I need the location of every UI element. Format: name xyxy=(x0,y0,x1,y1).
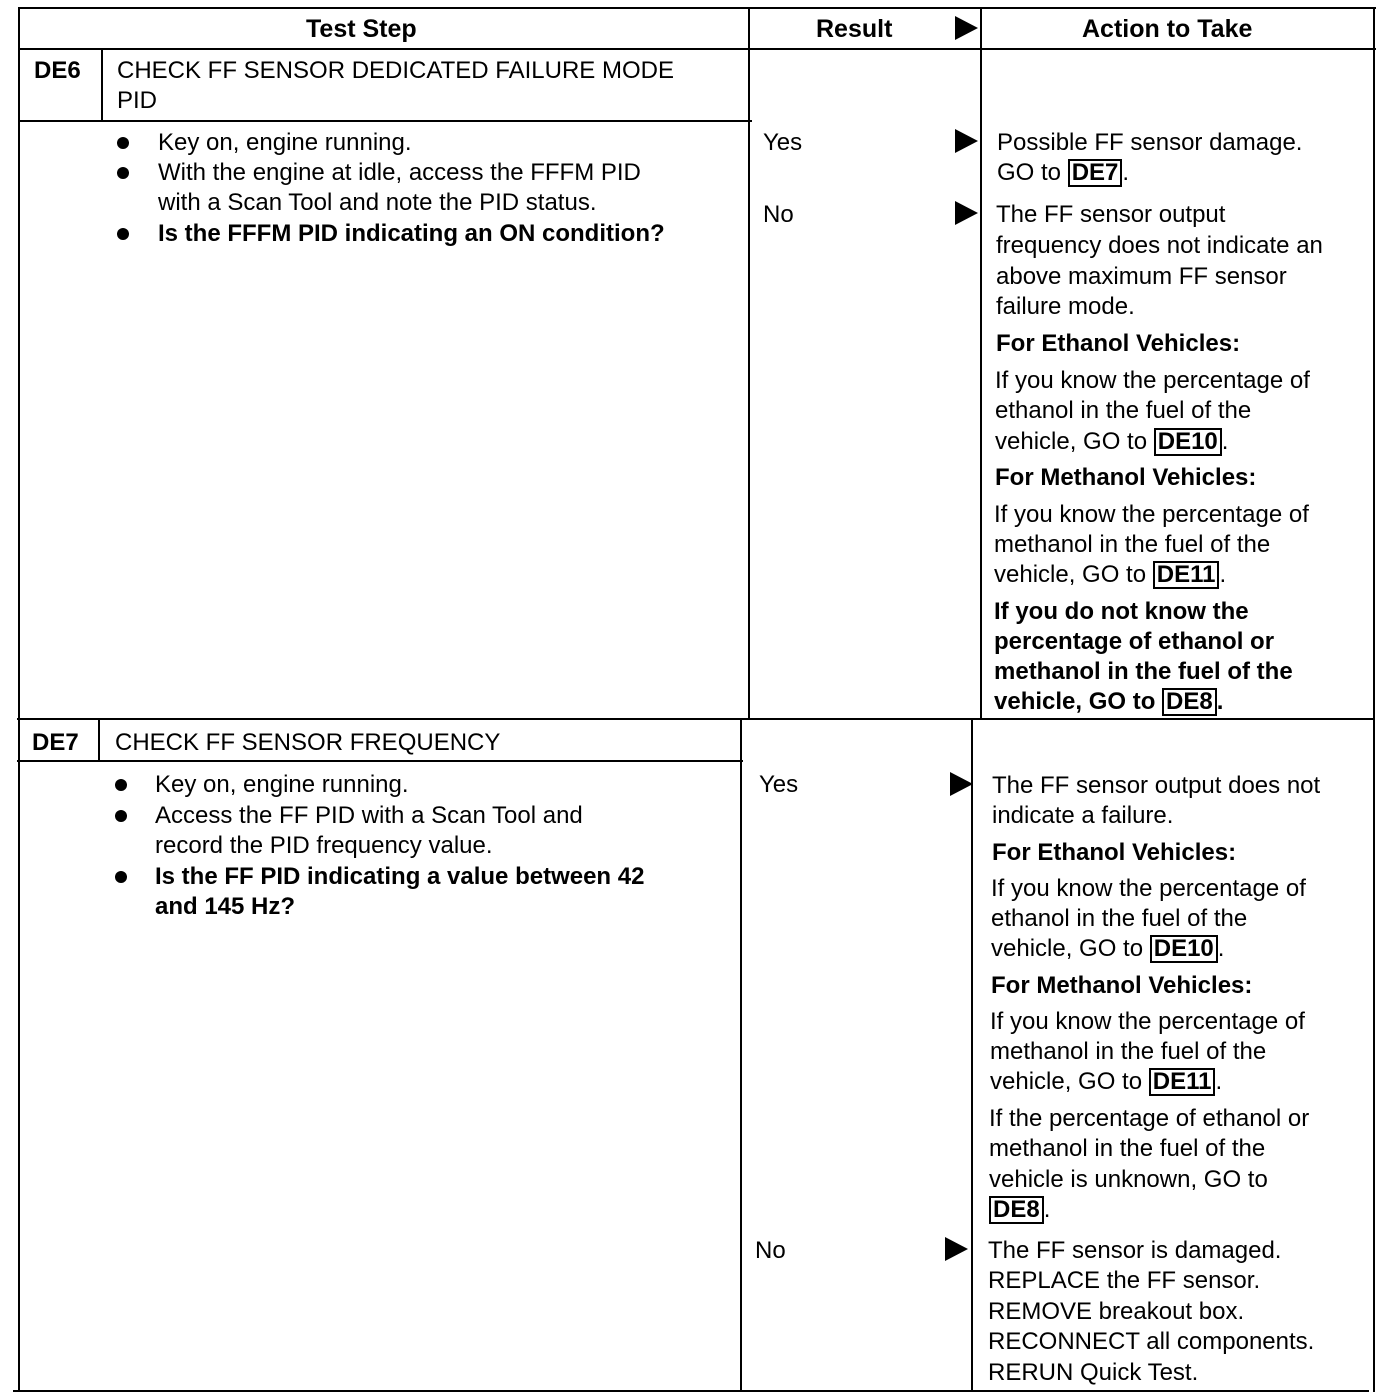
de6-methanol-line-1: If you know the percentage of xyxy=(994,501,1309,528)
de6-no-intro-1: The FF sensor output xyxy=(996,201,1226,228)
de7-id-divider xyxy=(98,720,100,761)
col-line-result-lower xyxy=(740,718,742,1392)
de6-result-yes: Yes xyxy=(763,129,803,156)
de6-bullet-2-line-2: with a Scan Tool and note the PID status. xyxy=(158,189,597,216)
bullet-icon xyxy=(115,779,127,791)
de7-unknown-line-2: methanol in the fuel of the xyxy=(989,1135,1266,1162)
bullet-icon xyxy=(115,810,127,822)
step-ref-link[interactable]: DE11 xyxy=(1153,561,1220,589)
arrow-right-icon xyxy=(945,1237,968,1261)
bullet-icon xyxy=(117,228,129,240)
step-ref-link[interactable]: DE7 xyxy=(1068,159,1123,187)
col-line-action xyxy=(980,7,982,720)
de7-ethanol-line-2: ethanol in the fuel of the xyxy=(991,905,1248,932)
de6-unknown-line-3: methanol in the fuel of the xyxy=(994,658,1293,685)
header-bottom-line xyxy=(20,48,1376,50)
header-arrow-icon xyxy=(955,16,978,40)
de7-no-action-2: REPLACE the FF sensor. xyxy=(988,1267,1261,1294)
de7-result-yes: Yes xyxy=(759,771,799,798)
bullet-icon xyxy=(117,137,129,149)
col-line-result xyxy=(748,7,750,720)
de6-ethanol-line-2: ethanol in the fuel of the xyxy=(995,397,1252,424)
de7-ethanol-goto: vehicle, GO to DE10 . xyxy=(991,935,1225,962)
de6-methanol-goto: vehicle, GO to DE11 . xyxy=(994,561,1227,588)
header-result: Result xyxy=(816,15,893,43)
de6-methanol-heading: For Methanol Vehicles: xyxy=(995,464,1257,491)
de6-ethanol-goto: vehicle, GO to DE10 . xyxy=(995,428,1229,455)
de7-unknown-goto: DE8 . xyxy=(989,1195,1050,1225)
border-right xyxy=(1373,7,1375,1392)
border-left xyxy=(18,7,20,1392)
step-ref-link[interactable]: DE8 xyxy=(1162,688,1217,716)
arrow-right-icon xyxy=(950,772,973,796)
de7-bullet-2-line-2: record the PID frequency value. xyxy=(155,832,493,859)
de7-step-id: DE7 xyxy=(32,729,79,756)
de7-bullet-2-line-1: Access the FF PID with a Scan Tool and xyxy=(155,802,583,829)
de7-methanol-goto: vehicle, GO to DE11 . xyxy=(990,1068,1223,1095)
de6-bullet-3: Is the FFFM PID indicating an ON condition? xyxy=(158,220,665,247)
de6-bullet-2-line-1: With the engine at idle, access the FFFM PID xyxy=(158,159,641,186)
de7-title-line-1: CHECK FF SENSOR FREQUENCY xyxy=(115,729,501,756)
border-bottom xyxy=(13,1390,1369,1392)
de6-yes-action-goto: GO to DE7 . xyxy=(997,159,1130,186)
step-ref-link[interactable]: DE10 xyxy=(1154,428,1222,456)
de7-yes-intro-2: indicate a failure. xyxy=(992,802,1174,829)
de6-methanol-line-2: methanol in the fuel of the xyxy=(994,531,1271,558)
arrow-right-icon xyxy=(955,201,978,225)
de7-unknown-line-1: If the percentage of ethanol or xyxy=(989,1105,1310,1132)
de7-unknown-line-3: vehicle is unknown, GO to xyxy=(989,1166,1268,1193)
step-ref-link[interactable]: DE8 xyxy=(989,1196,1044,1224)
de7-methanol-line-1: If you know the percentage of xyxy=(990,1008,1305,1035)
de6-step-id: DE6 xyxy=(34,57,81,84)
de7-no-action-1: The FF sensor is damaged. xyxy=(988,1237,1282,1264)
arrow-right-icon xyxy=(955,129,978,153)
de7-methanol-line-2: methanol in the fuel of the xyxy=(990,1038,1267,1065)
de7-no-action-3: REMOVE breakout box. xyxy=(988,1298,1245,1325)
header-test-step: Test Step xyxy=(306,15,417,43)
de7-no-action-4: RECONNECT all components. xyxy=(988,1328,1315,1355)
de7-ethanol-line-1: If you know the percentage of xyxy=(991,875,1306,902)
de6-title-line-1: CHECK FF SENSOR DEDICATED FAILURE MODE xyxy=(117,57,674,84)
de6-no-intro-3: above maximum FF sensor xyxy=(996,263,1287,290)
de6-no-intro-2: frequency does not indicate an xyxy=(996,232,1323,259)
de7-bullet-1: Key on, engine running. xyxy=(155,771,409,798)
de6-yes-action-line-1: Possible FF sensor damage. xyxy=(997,129,1303,156)
bullet-icon xyxy=(115,871,127,883)
de7-no-action-5: RERUN Quick Test. xyxy=(988,1359,1199,1386)
de6-no-intro-4: failure mode. xyxy=(996,293,1135,320)
header-action: Action to Take xyxy=(1082,15,1253,43)
de6-id-divider xyxy=(101,50,103,121)
de7-result-no: No xyxy=(755,1237,786,1264)
border-top xyxy=(20,7,1376,9)
step-ref-link[interactable]: DE10 xyxy=(1150,935,1218,963)
de7-yes-intro-1: The FF sensor output does not xyxy=(992,772,1321,799)
de6-bullet-1: Key on, engine running. xyxy=(158,129,412,156)
de7-bullet-3-line-1: Is the FF PID indicating a value between 42 xyxy=(155,863,645,890)
de6-unknown-goto: vehicle, GO to DE8 . xyxy=(994,688,1224,715)
de6-title-bottom-line xyxy=(20,120,752,122)
de7-methanol-heading: For Methanol Vehicles: xyxy=(991,972,1253,999)
de6-ethanol-line-1: If you know the percentage of xyxy=(995,367,1310,394)
de7-title-bottom-line xyxy=(17,760,743,762)
step-ref-link[interactable]: DE11 xyxy=(1149,1068,1216,1096)
de6-result-no: No xyxy=(763,201,794,228)
bullet-icon xyxy=(117,167,129,179)
de6-title-line-2: PID xyxy=(117,87,158,114)
de6-unknown-line-1: If you do not know the xyxy=(994,598,1249,625)
de7-ethanol-heading: For Ethanol Vehicles: xyxy=(992,839,1237,866)
de7-top-line xyxy=(17,718,1373,720)
de6-unknown-line-2: percentage of ethanol or xyxy=(994,628,1275,655)
de6-ethanol-heading: For Ethanol Vehicles: xyxy=(996,330,1241,357)
col-line-action-lower xyxy=(971,718,973,1392)
de7-bullet-3-line-2: and 145 Hz? xyxy=(155,893,296,920)
